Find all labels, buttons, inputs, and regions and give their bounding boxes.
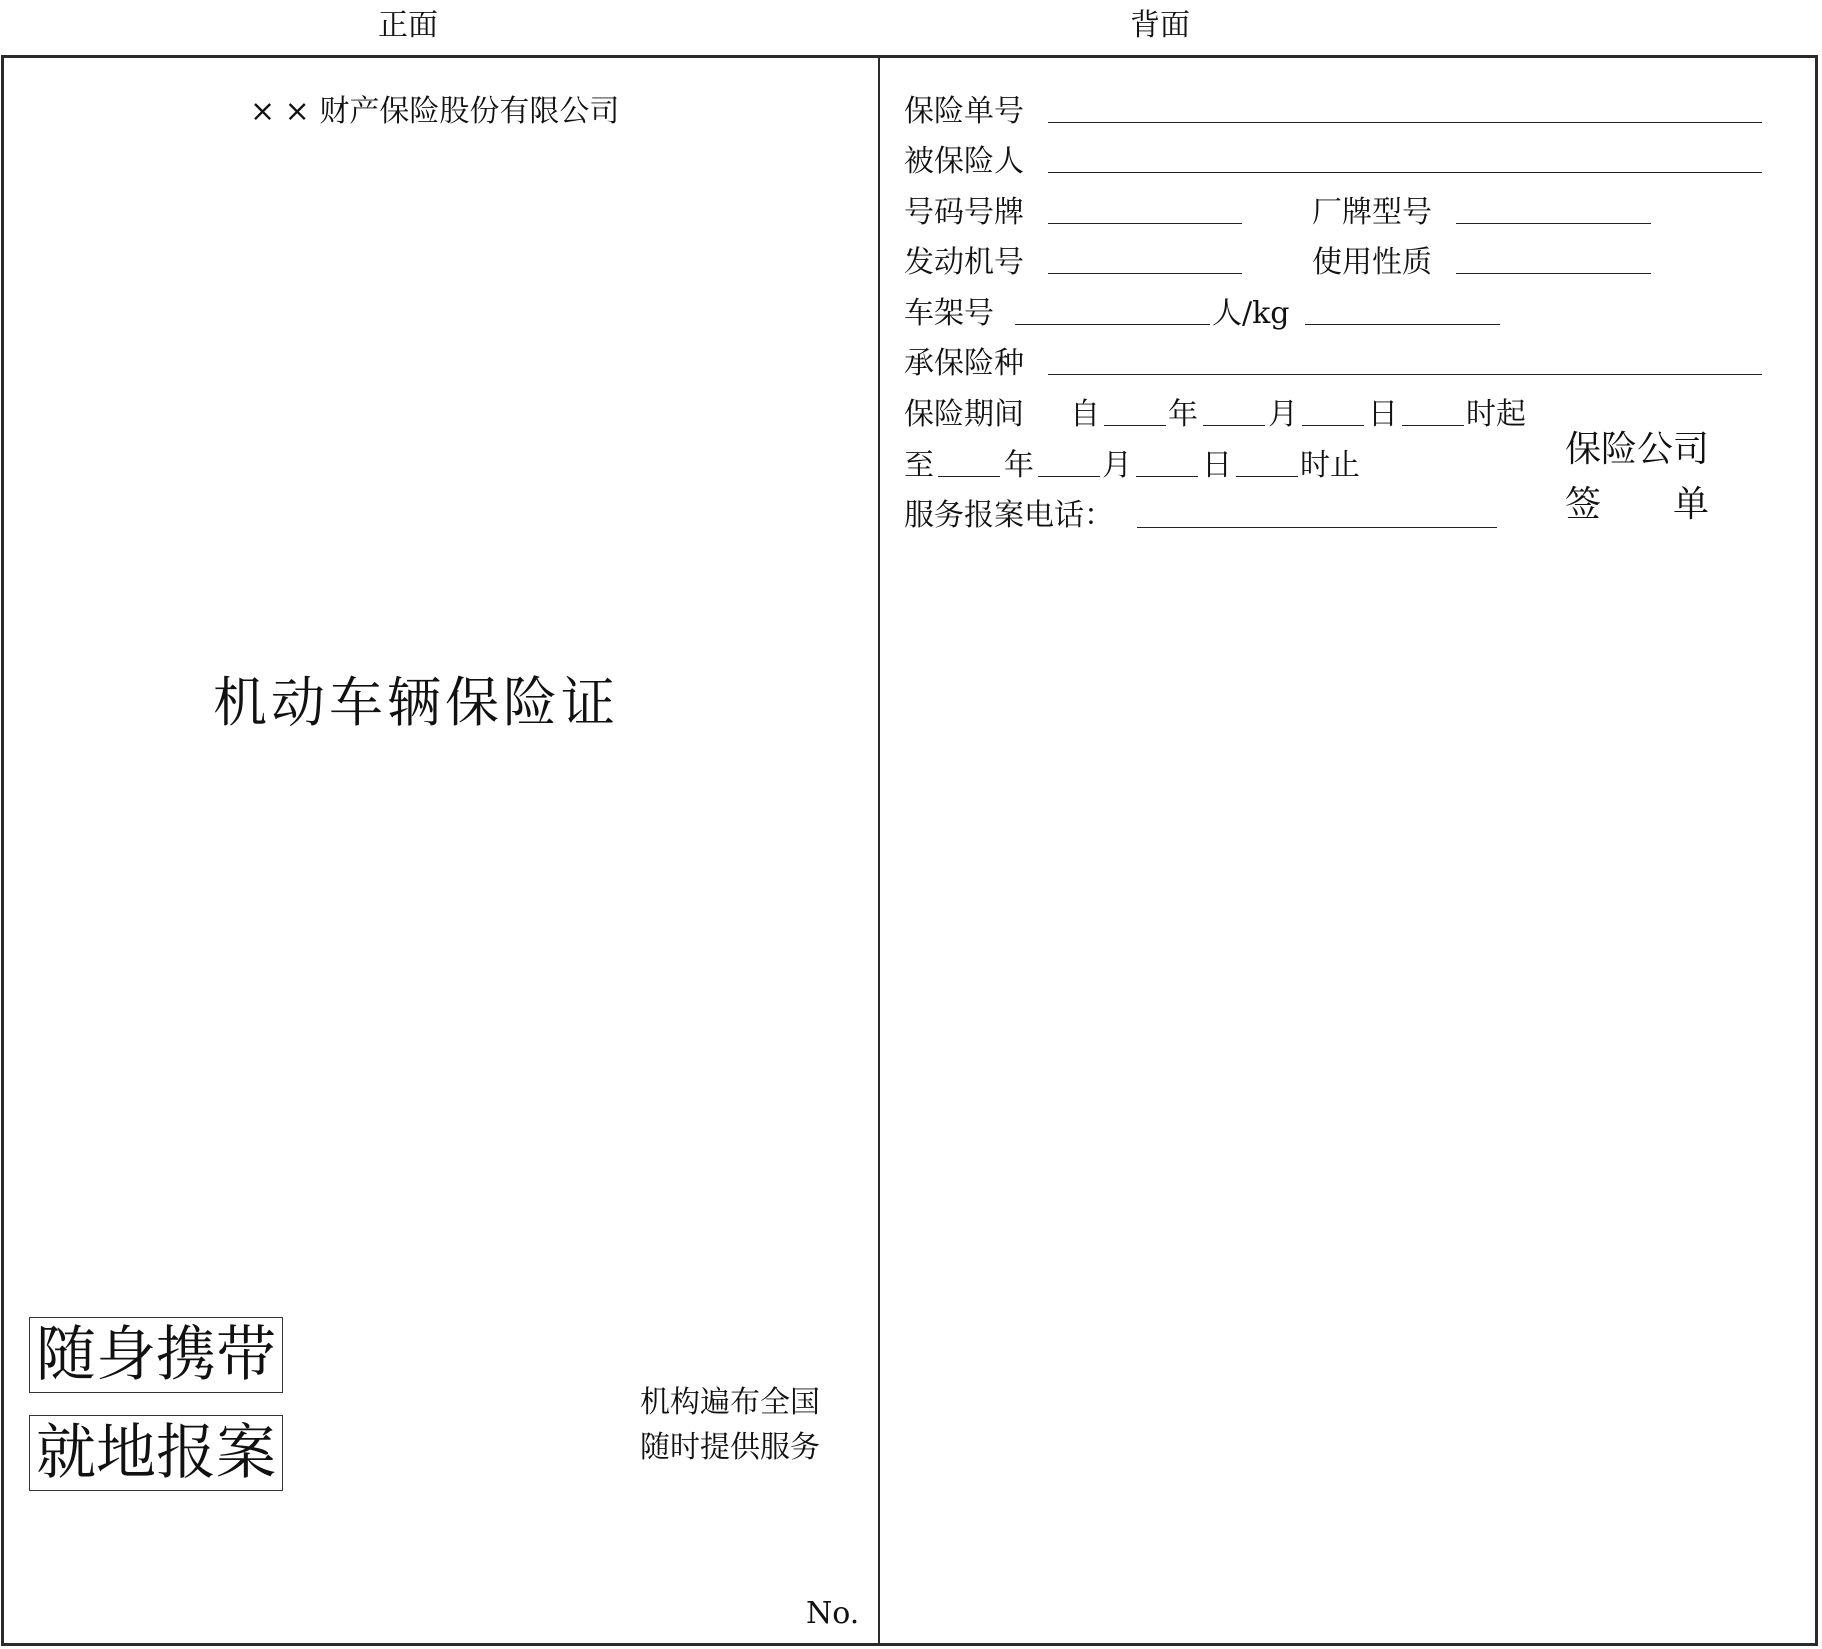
- center-divider: [878, 55, 880, 1646]
- signature-line-1: 保险公司: [1565, 429, 1710, 470]
- slogan-line-1: 机构遍布全国: [640, 1385, 820, 1420]
- from-month-field[interactable]: [1203, 425, 1265, 426]
- to-year-field[interactable]: [938, 476, 1000, 477]
- to-hour-label: 时止: [1300, 448, 1360, 483]
- from-month-label: 月: [1268, 397, 1298, 432]
- phone-field[interactable]: [1137, 527, 1497, 528]
- from-hour-field[interactable]: [1402, 425, 1464, 426]
- from-year-label: 年: [1168, 397, 1198, 432]
- from-day-field[interactable]: [1302, 425, 1364, 426]
- from-year-field[interactable]: [1104, 425, 1166, 426]
- back-side-label: 背面: [1130, 8, 1190, 43]
- to-year-label: 年: [1004, 448, 1034, 483]
- to-month-label: 月: [1102, 448, 1132, 483]
- to-hour-field[interactable]: [1236, 476, 1298, 477]
- insured-field[interactable]: [1048, 172, 1762, 173]
- plate-field[interactable]: [1048, 223, 1242, 224]
- document-title: 机动车辆保险证: [213, 671, 619, 734]
- serial-number-label: No.: [806, 1596, 860, 1631]
- brand-model-label: 厂牌型号: [1312, 195, 1432, 230]
- frame-no-label: 车架号: [904, 296, 994, 331]
- capacity-field[interactable]: [1305, 324, 1500, 325]
- phone-label: 服务报案电话：: [904, 498, 1114, 533]
- period-from-label: 自: [1070, 397, 1100, 432]
- to-day-field[interactable]: [1136, 476, 1198, 477]
- coverage-label: 承保险种: [904, 346, 1024, 381]
- slogan-line-2: 随时提供服务: [640, 1430, 820, 1465]
- policy-no-label: 保险单号: [904, 94, 1024, 129]
- coverage-field[interactable]: [1048, 374, 1762, 375]
- engine-field[interactable]: [1048, 273, 1242, 274]
- policy-no-field[interactable]: [1048, 122, 1762, 123]
- from-day-label: 日: [1368, 397, 1398, 432]
- to-day-label: 日: [1202, 448, 1232, 483]
- from-hour-label: 时起: [1466, 397, 1526, 432]
- to-month-field[interactable]: [1038, 476, 1100, 477]
- signature-line-2: 签 单: [1565, 484, 1710, 525]
- badge-report: 就地报案: [29, 1415, 283, 1491]
- brand-model-field[interactable]: [1456, 223, 1651, 224]
- period-label: 保险期间: [904, 397, 1024, 432]
- company-name: × × 财产保险股份有限公司: [250, 94, 620, 129]
- engine-label: 发动机号: [904, 245, 1024, 280]
- usage-label: 使用性质: [1312, 245, 1432, 280]
- front-side-label: 正面: [378, 8, 438, 43]
- plate-label: 号码号牌: [904, 195, 1024, 230]
- badge-carry: 随身携带: [29, 1317, 283, 1393]
- period-to-label: 至: [904, 448, 934, 483]
- usage-field[interactable]: [1456, 273, 1651, 274]
- capacity-unit-label: 人/kg: [1212, 296, 1290, 331]
- frame-no-field[interactable]: [1015, 324, 1210, 325]
- insured-label: 被保险人: [904, 144, 1024, 179]
